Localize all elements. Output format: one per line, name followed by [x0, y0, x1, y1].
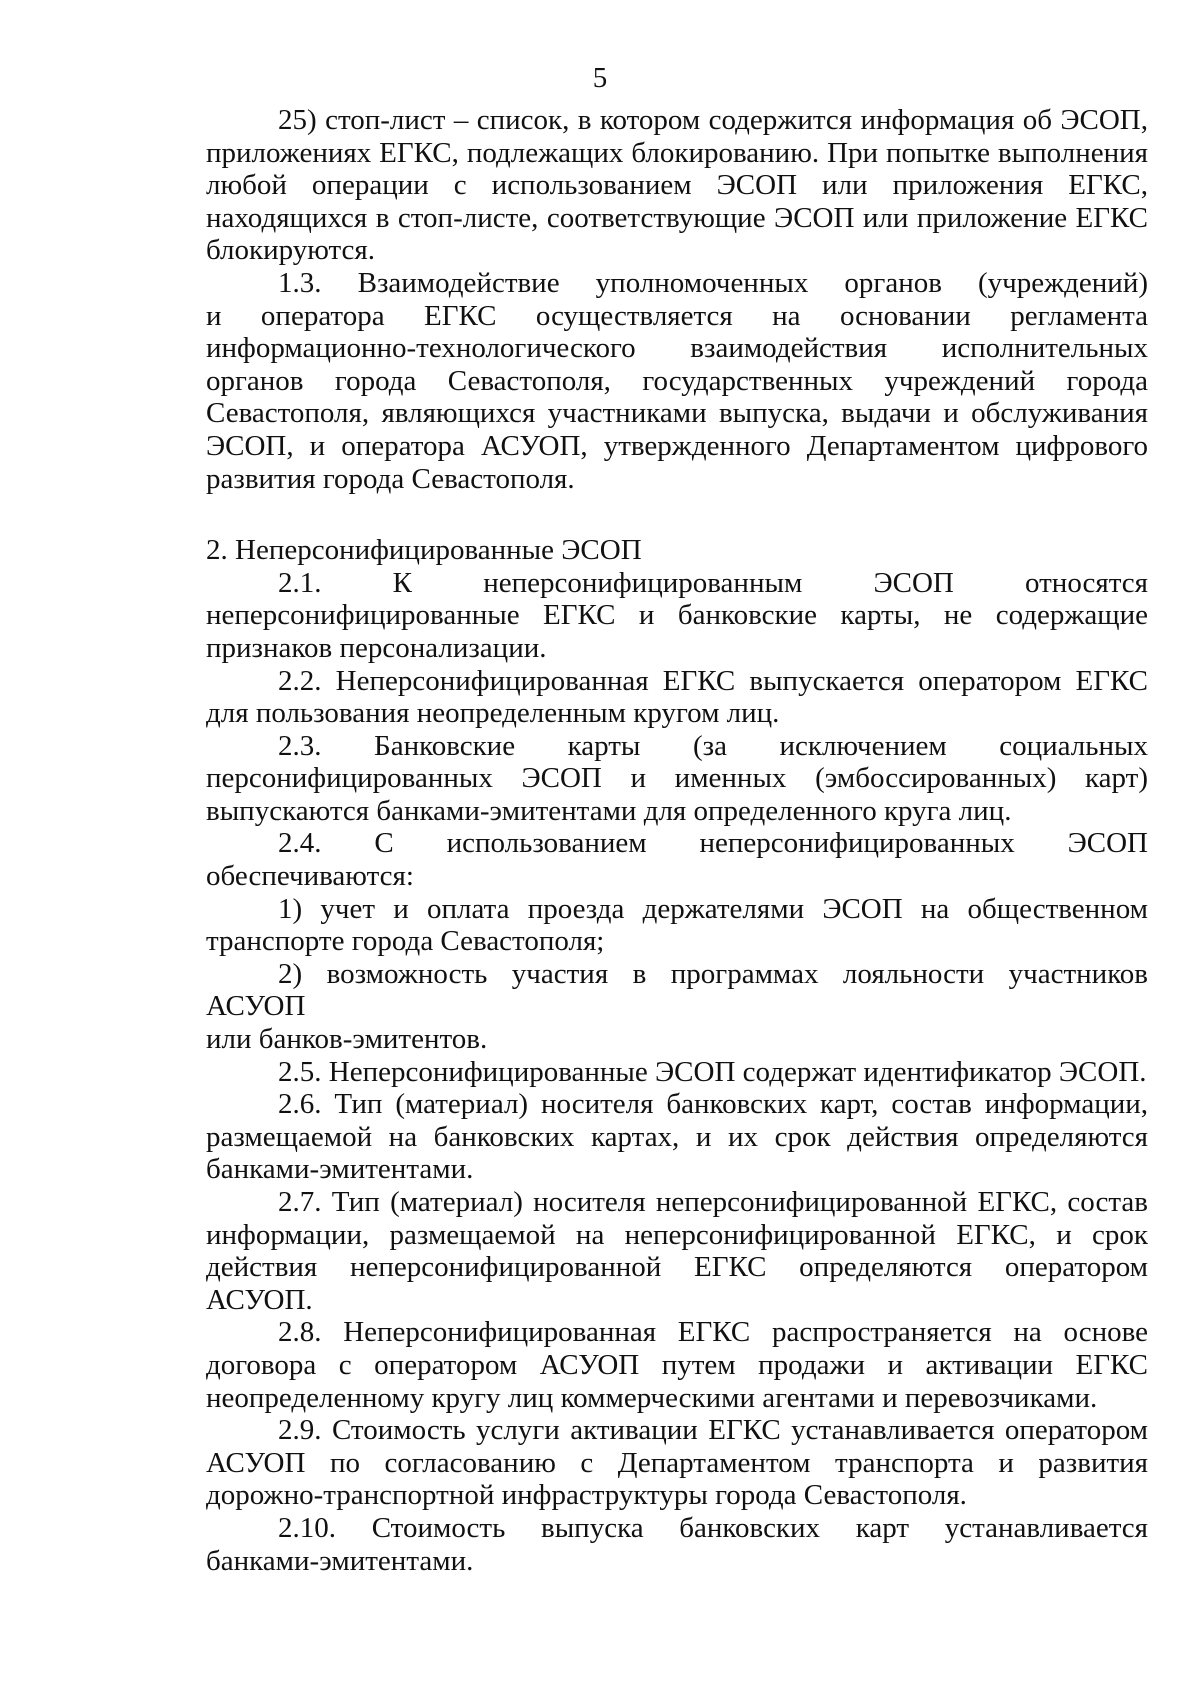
text-line: находящихся в стоп-листе, соответствующие ЭСОП или приложение ЕГКС: [206, 201, 1148, 234]
text-line: 2.8. Неперсонифицированная ЕГКС распространяется на основе: [278, 1316, 1148, 1349]
text-line: 2.7. Тип (материал) носителя неперсонифицированной ЕГКС, состав: [278, 1186, 1148, 1218]
paragraph-2-5: [206, 1056, 1148, 1089]
text-line: размещаемой на банковских картах, и их срок действия определяются: [206, 1120, 1148, 1153]
text-line: 2.2. Неперсонифицированная ЕГКС выпускается оператором ЕГКС: [278, 664, 1148, 697]
text-line: 2.3. Банковские карты (за исключением социальных: [278, 729, 1148, 762]
text-line: неперсонифицированные ЕГКС и банковские карты, не содержащие: [206, 599, 1148, 632]
text-line: ЭСОП, и оператора АСУОП, утвержденного Департаментом цифрового: [206, 429, 1148, 462]
paragraph-2-8: [206, 1316, 1148, 1414]
paragraph-2-4-item-1: [206, 893, 1148, 958]
text-line: АСУОП по согласованию с Департаментом транспорта и развития: [206, 1446, 1148, 1479]
text-line: информации, размещаемой на неперсонифицированной ЕГКС, и срок: [206, 1218, 1148, 1251]
text-line: 1) учет и оплата проезда держателями ЭСОП на общественном: [278, 892, 1148, 925]
text-line: банками-эмитентами.: [206, 1153, 474, 1186]
text-line: информационно-технологического взаимодействия исполнительных: [206, 332, 1148, 365]
text-line: 2.10. Стоимость выпуска банковских карт устанавливается: [278, 1511, 1148, 1544]
text-line: любой операции с использованием ЭСОП или приложения ЕГКС,: [206, 169, 1148, 202]
text-line: 2.5. Неперсонифицированные ЭСОП содержат идентификатор ЭСОП.: [278, 1055, 1147, 1088]
section-heading: 2. Неперсонифицированные ЭСОП: [206, 534, 642, 567]
text-line: персонифицированных ЭСОП и именных (эмбоссированных) карт): [206, 762, 1148, 795]
text-line: 2.9. Стоимость услуги активации ЕГКС устанавливается оператором: [278, 1414, 1148, 1447]
paragraph-1-3: [206, 267, 1148, 495]
paragraph-2-3: [206, 730, 1148, 828]
text-line: 2) возможность участия в программах лояльности участников АСУОП: [206, 957, 1148, 1023]
text-line: банками-эмитентами.: [206, 1544, 474, 1577]
text-line: для пользования неопределенным кругом лиц.: [206, 697, 780, 730]
text-line: приложениях ЕГКС, подлежащих блокированию. При попытке выполнения: [206, 136, 1148, 169]
text-line: признаков персонализации.: [206, 631, 547, 664]
paragraph-2-7: [206, 1186, 1148, 1316]
paragraph-2-6: [206, 1088, 1148, 1186]
paragraph-25-stop-list: [206, 104, 1148, 267]
text-line: органов города Севастополя, государственных учреждений города: [206, 364, 1148, 397]
text-line: и оператора ЕГКС осуществляется на основании регламента: [206, 299, 1148, 332]
text-line: 2.4. С использованием неперсонифицированных ЭСОП: [278, 827, 1148, 860]
text-line: транспорте города Севастополя;: [206, 925, 605, 958]
text-line: 25) стоп-лист – список, в котором содержится информация об ЭСОП,: [278, 104, 1148, 136]
text-line: Севастополя, являющихся участниками выпуска, выдачи и обслуживания: [206, 397, 1148, 430]
paragraph-2-2: [206, 665, 1148, 730]
paragraph-2-9: [206, 1414, 1148, 1512]
text-line: АСУОП.: [206, 1283, 313, 1316]
text-line: 1.3. Взаимодействие уполномоченных органов (учреждений): [278, 266, 1148, 299]
text-line: обеспечиваются:: [206, 860, 414, 893]
text-line: 2.6. Тип (материал) носителя банковских карт, состав информации,: [278, 1088, 1148, 1121]
text-line: действия неперсонифицированной ЕГКС определяются оператором: [206, 1251, 1148, 1284]
text-line: неопределенному кругу лиц коммерческими агентами и перевозчиками.: [206, 1381, 1098, 1414]
text-line: договора с оператором АСУОП путем продажи и активации ЕГКС: [206, 1348, 1148, 1381]
document-body: [206, 104, 1148, 1577]
paragraph-2-10: [206, 1512, 1148, 1577]
text-line: развития города Севастополя.: [206, 462, 575, 495]
paragraph-2-1: [206, 567, 1148, 665]
text-line: блокируются.: [206, 234, 376, 267]
paragraph-2-4-item-2: [206, 958, 1148, 1056]
paragraph-2-4: [206, 827, 1148, 892]
text-line: или банков-эмитентов.: [206, 1023, 488, 1056]
page-number: 5: [592, 62, 608, 94]
text-line: дорожно-транспортной инфраструктуры города Севастополя.: [206, 1479, 967, 1512]
text-line: выпускаются банками-эмитентами для определенного круга лиц.: [206, 794, 1012, 827]
text-line: 2.1. К неперсонифицированным ЭСОП относятся: [278, 566, 1148, 599]
